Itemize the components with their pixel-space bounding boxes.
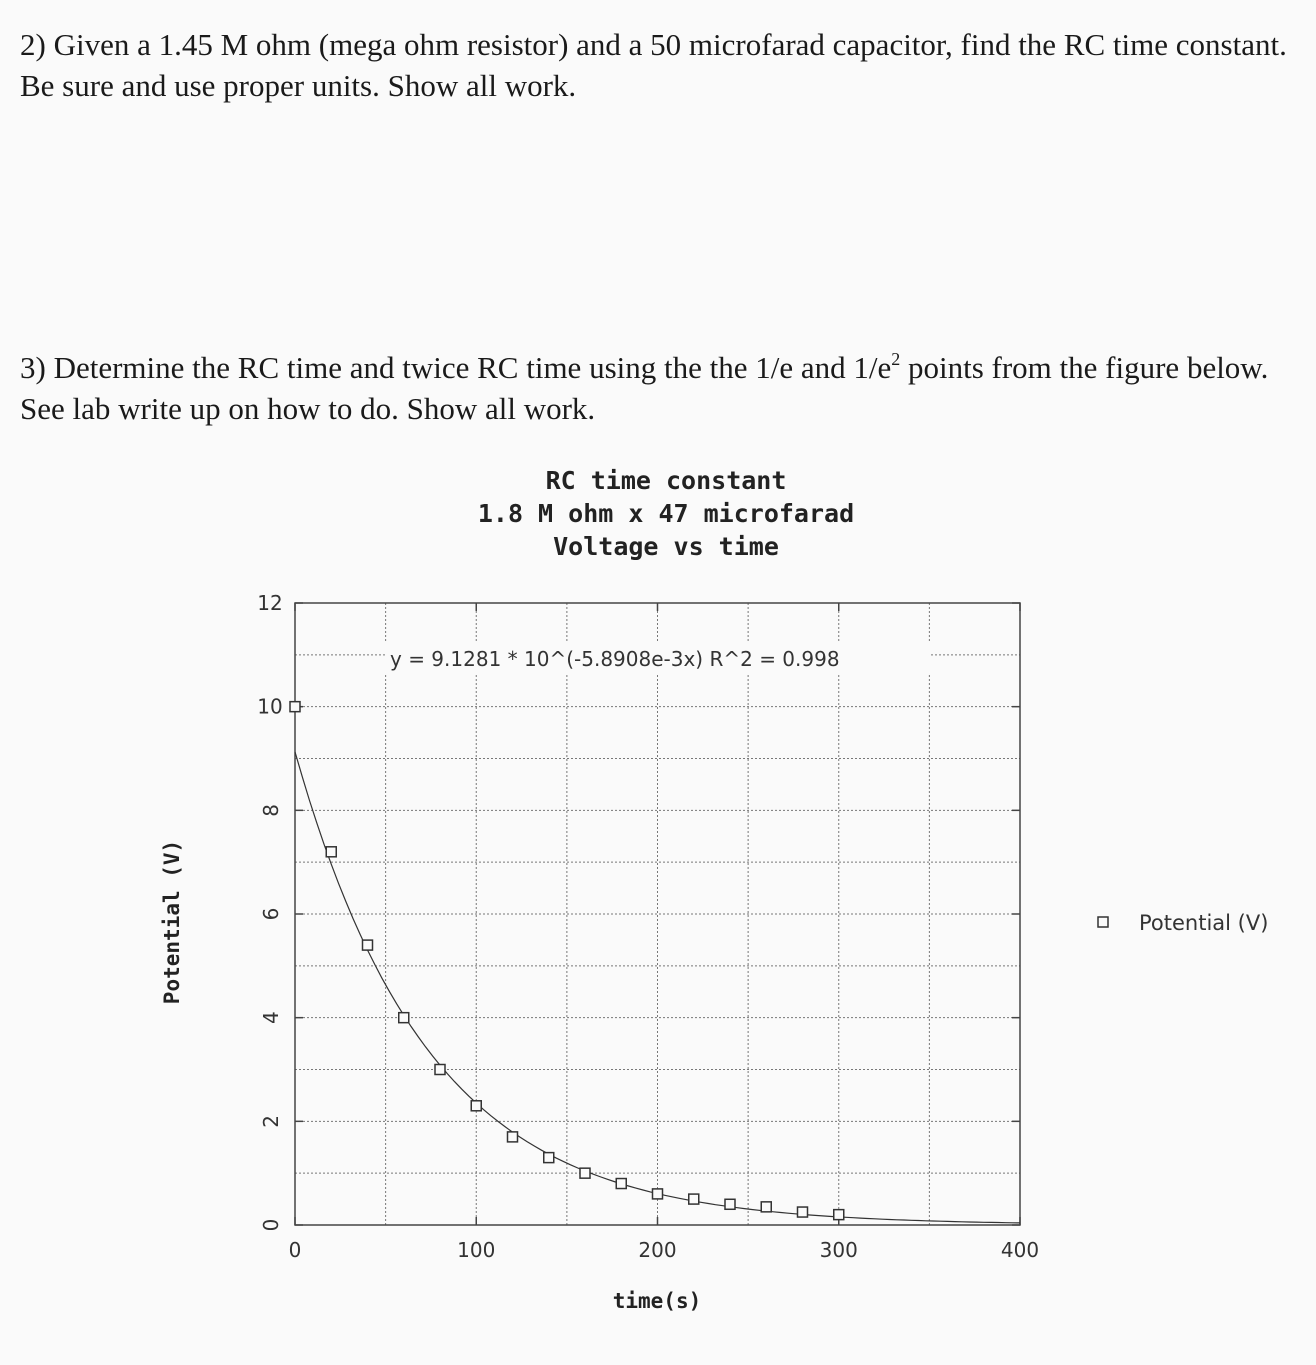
data-point — [616, 1179, 626, 1189]
y-tick-label: 10 — [257, 694, 283, 719]
y-tick-label: 2 — [259, 1114, 283, 1128]
question-3-superscript: 2 — [891, 349, 901, 369]
legend-label: Potential (V) — [1139, 911, 1269, 935]
data-point — [290, 702, 300, 712]
data-point — [435, 1065, 445, 1075]
chart-title-line-1: RC time constant — [545, 466, 787, 495]
data-point — [834, 1210, 844, 1220]
y-axis-title: Potential (V) — [160, 839, 184, 1005]
x-tick-label: 200 — [638, 1238, 677, 1262]
fit-equation: y = 9.1281 * 10^(-5.8908e-3x) R^2 = 0.998 — [390, 647, 840, 671]
data-point — [689, 1194, 699, 1204]
data-point — [399, 1013, 409, 1023]
x-tick-label: 100 — [457, 1238, 496, 1262]
y-tick-label: 12 — [257, 591, 283, 615]
chart-title-line-3: Voltage vs time — [553, 532, 779, 561]
data-point — [544, 1153, 554, 1163]
data-point — [798, 1207, 808, 1217]
x-tick-label: 400 — [1000, 1238, 1040, 1262]
y-tick-label: 6 — [259, 907, 283, 921]
question-2-text: 2) Given a 1.45 M ohm (mega ohm resistor) and a 50 microfarad capacitor, find the RC time constant. Be sure and use proper units. Show all work. — [20, 27, 1287, 103]
data-point — [363, 940, 373, 950]
y-tick-label: 8 — [259, 803, 283, 817]
data-point — [326, 847, 336, 857]
data-point — [761, 1202, 771, 1212]
question-3-text-end: points from the figure below. See lab write up on how to do. Show all work. — [20, 350, 1269, 426]
y-tick-label: 4 — [259, 1011, 283, 1025]
axis-tick-labels — [257, 591, 1039, 1262]
data-point — [653, 1189, 663, 1199]
chart-title-line-2: 1.8 M ohm x 47 microfarad — [477, 499, 855, 528]
question-3-text: 3) Determine the RC time and twice RC time using the the 1/e and 1/e — [20, 350, 892, 385]
data-point — [508, 1132, 518, 1142]
legend-marker — [1098, 917, 1108, 927]
x-axis-title: time(s) — [612, 1289, 702, 1313]
y-tick-label: 0 — [259, 1218, 283, 1232]
x-tick-label: 300 — [819, 1238, 858, 1262]
data-point — [580, 1168, 590, 1178]
data-point — [471, 1101, 481, 1111]
chart-grid — [295, 603, 1020, 1225]
data-point — [725, 1199, 735, 1209]
x-tick-label: 0 — [288, 1238, 302, 1262]
